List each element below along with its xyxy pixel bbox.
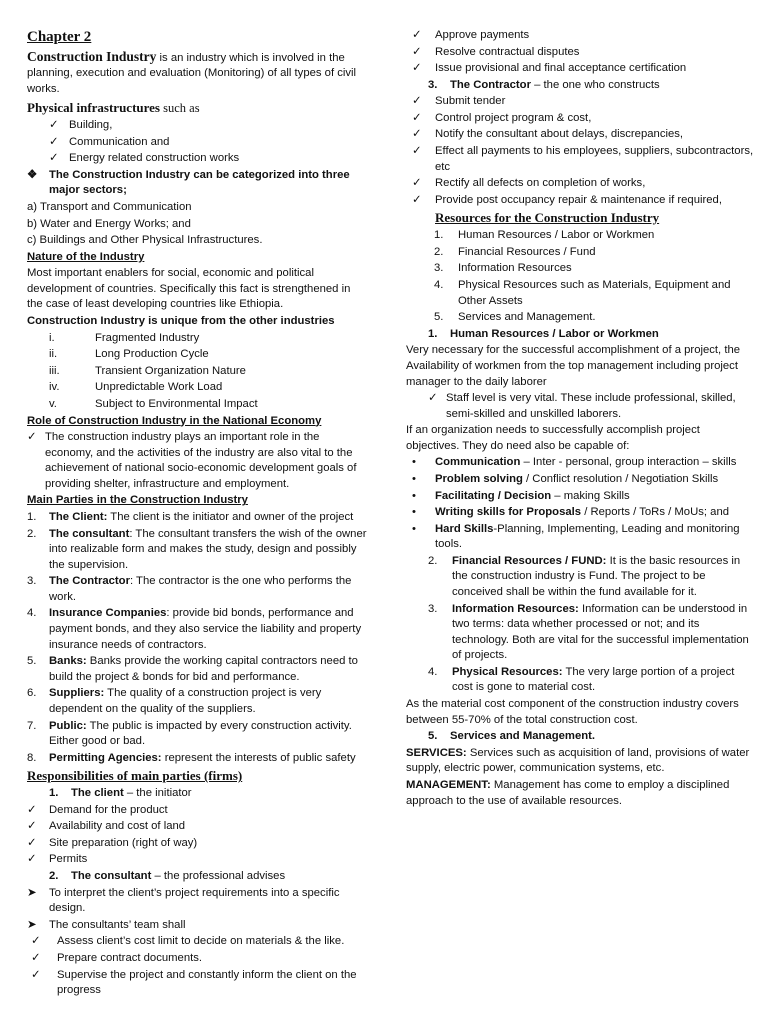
list-item [406,455,756,471]
list-item [27,654,367,685]
list-item-text: Problem solving / Conflict resolution / Negotiation Skills [435,472,719,485]
role-text: ✓ The construction industry plays an important role in the economy, and the activities of the industry are also vital to the achievement of national socio-economic development goals of providing shelter, infrastructure and employment. [27,430,367,492]
list-item-text: Writing skills for Proposals / Reports / ToRs / MoUs; and [435,506,730,519]
list-item-text: Physical Resources: The very large portion of a project cost is gone to material cost. [452,665,735,694]
list-item-text: Communication – Inter - personal, group interaction – skills [435,456,737,469]
check-icon: ✓ [27,803,37,816]
list-item-text: Resolve contractual disputes [435,45,580,58]
list-item [406,602,756,664]
list-item-text: Communication and [69,135,170,148]
list-item [406,489,756,505]
check-icon: ✓ [412,95,422,108]
list-item-text: Public: The public is impacted by every construction activity. Either good or bad. [49,719,352,748]
skills-list [406,455,756,552]
list-item-text: Prepare contract documents. [57,951,203,964]
hr-check: ✓ Staff level is very vital. These include professional, skilled, semi-skilled and unskilled laborers. [406,391,756,422]
list-item [406,278,756,309]
list-item-text: Supervise the project and constantly inform the client on the progress [57,968,357,997]
list-item [406,111,756,127]
check-icon: ✓ [49,135,59,148]
list-item [27,886,367,917]
list-number: 2. [27,527,37,540]
arrow-bullet-icon: ➤ [27,918,37,931]
list-item-text: Banks: Banks provide the working capital contractors need to build the project & bonds for bid and performance. [49,655,358,683]
check-icon: ✓ [412,62,422,75]
list-number: 1. [27,510,37,523]
list-item [27,751,367,767]
more-resources-list [406,554,756,696]
list-number: 4. [27,607,37,620]
nature-heading: Nature of the Industry [27,250,145,263]
check-icon: ✓ [412,145,422,158]
list-item-text: Permitting Agencies: represent the interests of public safety [49,751,356,764]
check-icon: ✓ [31,951,41,964]
consultant-arrow-list [27,886,367,934]
list-item [406,94,756,110]
list-item-text: To interpret the client’s project requirements into a specific design. [49,886,340,915]
list-item [27,951,367,967]
list-item [27,968,367,999]
list-item-text: Unpredictable Work Load [95,381,223,394]
list-item-text: Transient Organization Nature [95,364,246,377]
list-item [27,527,367,574]
list-item-text: Permits [49,853,88,866]
list-item [27,852,367,868]
material-text: As the material cost component of the construction industry covers between 55-70% of the total construction cost. [406,698,739,726]
diamond-bullet-icon: ❖ [27,168,38,181]
list-item [27,719,367,750]
list-item [27,819,367,835]
consultant-list [27,934,367,998]
list-item-text: Hard Skills-Planning, Implementing, Leading and monitoring tools. [435,522,740,551]
list-item [406,522,756,553]
bullet-icon: • [412,489,416,502]
list-item-text: The Client: The client is the initiator and owner of the project [49,510,354,523]
roman-numeral: ii. [49,348,58,361]
list-item [406,45,756,61]
client-list [27,803,367,868]
roman-numeral: v. [49,397,57,410]
list-number: 3. [27,575,37,588]
list-item [27,686,367,717]
list-number: 1. [434,229,444,242]
left-column [27,28,367,1000]
list-item-text: Fragmented Industry [95,331,200,344]
list-item-text: The consultant: The consultant transfers the wish of the owner into realizable form and makes the study, design and possibly the supervision. [49,527,367,571]
list-item-text: Information Resources: Information can be understood in two terms: data whether processed or not; and its technology. Both are vital for the successful implementation of projects. [452,602,749,662]
list-item [27,347,367,363]
list-item-text: Facilitating / Decision – making Skills [435,489,630,502]
check-icon: ✓ [27,431,37,444]
pi-list [27,118,367,167]
list-item [406,665,756,696]
list-item-text: Physical Resources such as Materials, Equipment and Other Assets [458,279,731,307]
sm-heading: 5. Services and Management. [428,730,596,743]
list-item-text: Human Resources / Labor or Workmen [458,229,655,242]
list-number: 5. [434,311,444,324]
list-item [27,918,367,934]
list-item-text: Approve payments [435,29,530,41]
check-icon: ✓ [412,128,422,141]
bullet-icon: • [412,522,416,535]
list-item-text: Availability and cost of land [49,820,186,833]
consultant-heading: 2. The consultant – the professional advises [49,870,286,883]
hr-text: Very necessary for the successful accomplishment of a project, the Availability of workmen from the top management including project manager to the daily laborer [406,344,741,388]
hr-heading: 1. Human Resources / Labor or Workmen [428,327,659,340]
unique-list [27,331,367,413]
list-number: 7. [27,719,37,732]
list-number: 4. [428,665,438,678]
bullet-icon: • [412,506,416,519]
sector-item: a) Transport and Communication [27,201,192,213]
list-item-text: Control project program & cost, [435,111,592,124]
check-icon: ✓ [31,968,41,981]
list-item-text: Demand for the product [49,803,168,816]
list-item [27,331,367,347]
list-item [27,135,367,151]
list-number: 2. [428,554,438,567]
contractor-list [406,94,756,208]
list-item-text: Suppliers: The quality of a construction project is very dependent on the quality of the suppliers. [49,687,322,715]
arrow-bullet-icon: ➤ [27,886,37,899]
check-icon: ✓ [412,29,422,41]
list-number: 6. [27,687,37,700]
list-item-text: The Contractor: The contractor is the one who performs the work. [49,575,352,603]
chapter-title: Chapter 2 [27,29,92,45]
right-column [406,28,756,810]
check-icon: ✓ [49,119,59,132]
consultant-more-list [406,28,756,77]
check-icon: ✓ [27,853,37,866]
unique-heading: Construction Industry is unique from the other industries [27,315,335,328]
list-item [27,510,367,526]
roman-numeral: iv. [49,381,60,394]
list-item-text: Notify the consultant about delays, discrepancies, [435,128,684,141]
list-item [406,228,756,244]
check-icon: ✓ [49,152,59,165]
list-item [406,472,756,488]
ci-definition: Construction Industry is an industry which is involved in the planning, execution and evaluation (Monitoring) of all types of civil works. [27,48,357,95]
resources-list [406,228,756,325]
check-icon: ✓ [412,193,422,206]
org-text: If an organization needs to successfully accomplish project objectives. They do need also be capable of: [406,424,700,452]
list-item-text: Energy related construction works [69,152,240,165]
nature-text: Most important enablers for social, economic and political development of countries. Specifically this fact is strengthened in the case of least developing countries like Ethiopia. [27,267,351,311]
list-item-text: Rectify all defects on completion of works, [435,177,646,190]
check-icon: ✓ [412,177,422,190]
list-item [27,118,367,134]
list-item-text: Financial Resources / FUND: It is the basic resources in the construction industry is Fund. The project to be conceived shall be within the fund available for it. [452,554,741,599]
sectors-intro: ❖ The Construction Industry can be categorized into three major sectors; [27,168,367,199]
list-item [406,144,756,175]
list-item-text: Assess client’s cost limit to decide on materials & the like. [57,935,345,948]
check-icon: ✓ [27,820,37,833]
contractor-heading: 3. The Contractor – the one who constructs [428,78,660,91]
resources-heading: Resources for the Construction Industry [435,210,660,226]
list-number: 8. [27,751,37,764]
list-item [406,554,756,601]
list-item [406,310,756,326]
list-item-text: Provide post occupancy repair & maintenance if required, [435,193,722,206]
list-number: 3. [434,262,444,275]
list-item [406,127,756,143]
parties-heading: Main Parties in the Construction Industry [27,494,248,507]
list-number: 3. [428,602,438,615]
services-text: SERVICES: Services such as acquisition of land, provisions of water supply, electric power, communication systems, etc. [406,746,750,775]
list-item-text: Subject to Environmental Impact [95,397,258,410]
list-item-text: Long Production Cycle [95,348,209,361]
sector-item: c) Buildings and Other Physical Infrastructures. [27,234,263,247]
list-item-text: Issue provisional and final acceptance certification [435,62,687,75]
list-item-text: Site preparation (right of way) [49,836,198,849]
list-item-text: Effect all payments to his employees, suppliers, subcontractors, etc [435,145,754,173]
check-icon: ✓ [412,45,422,58]
list-number: 2. [434,245,444,258]
sectors-list [27,200,367,249]
check-icon: ✓ [27,836,37,849]
management-text: MANAGEMENT: Management has come to employ a disciplined approach to the use of available resources. [406,778,730,807]
bullet-icon: • [412,456,416,469]
list-item [406,28,756,44]
list-item [406,176,756,192]
list-number: 4. [434,279,444,292]
check-icon: ✓ [428,392,438,405]
list-item-text: Insurance Companies: provide bid bonds, performance and payment bonds, and they also service the liability and property insurance needs of contractors. [49,607,362,651]
sector-item: b) Water and Energy Works; and [27,217,191,230]
client-heading: 1. The client – the initiator [49,787,192,800]
list-item [27,151,367,167]
roman-numeral: iii. [49,364,60,377]
list-item [406,193,756,209]
list-item [27,803,367,819]
list-item-text: The consultants’ team shall [49,918,186,931]
check-icon: ✓ [412,111,422,124]
list-item [406,245,756,261]
list-number: 5. [27,655,37,668]
list-item-text: Submit tender [435,95,506,108]
list-item [27,364,367,380]
list-item [27,380,367,396]
list-item [406,61,756,77]
bullet-icon: • [412,472,416,485]
list-item [27,934,367,950]
parties-list [27,510,367,766]
roman-numeral: i. [49,331,55,344]
list-item-text: Services and Management. [458,311,596,324]
list-item-text: Information Resources [458,262,572,275]
check-icon: ✓ [31,935,41,948]
list-item [27,606,367,653]
list-item [406,261,756,277]
list-item [27,574,367,605]
responsibilities-heading: Responsibilities of main parties (firms) [27,768,243,784]
list-item [27,397,367,413]
list-item-text: Building, [69,119,113,132]
list-item-text: Financial Resources / Fund [458,245,596,258]
role-heading: Role of Construction Industry in the National Economy [27,414,322,427]
list-item [27,836,367,852]
pi-intro: Physical infrastructures such as [27,99,200,115]
list-item [406,505,756,521]
